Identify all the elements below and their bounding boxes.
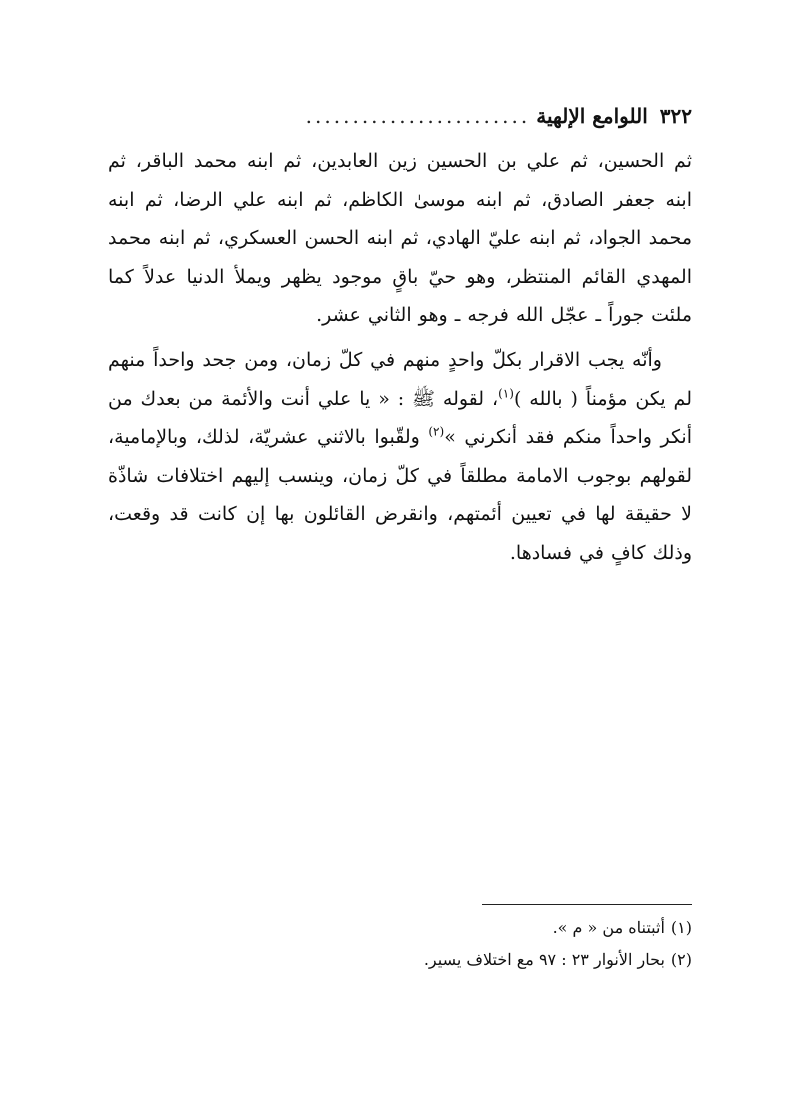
footnote-ref-2: (٢) (428, 424, 445, 439)
running-title: اللوامع الإلهية (536, 104, 648, 128)
paragraph-2-text-a: وأنّه يجب الاقرار بكلّ واحدٍ منهم في كلّ زمان، ومن جحد واحداً منهم لم يكن مؤمناً ( بالله ) (108, 348, 692, 410)
page-number: ٣٢٢ (659, 104, 692, 128)
footnotes (108, 912, 692, 976)
page-header (108, 98, 692, 134)
header-leader-dots: ........................ (305, 104, 531, 128)
paragraph-2 (108, 341, 692, 573)
paragraph-2-text-b: ، لقوله ﷺ : « يا علي أنت والأئمة من بعدك من أنكر واحداً منكم فقد أنكرني » (108, 387, 693, 449)
footnote-2 (108, 944, 692, 976)
paragraph-2-text-c: ولقّبوا بالاثني عشريّة، لذلك، وبالإمامية، لقولهم بوجوب الامامة مطلقاً في كلّ زمان، وينسب إليهم اختلافات شاذّة لا حقيقة لها في تعيين أئمتهم، وانقرض القائلون بها إن كانت قد وقعت، وذلك كافٍ في فسادها. (108, 426, 692, 564)
footnote-text: بحار الأنوار ٢٣ : ٩٧ مع اختلاف يسير. (423, 950, 665, 969)
footnote-ref-1: (١) (498, 386, 514, 401)
footnote-1 (108, 912, 692, 944)
footnote-number: (٢) (670, 950, 692, 969)
main-text (108, 142, 692, 573)
footnote-text: أثبتناه من « م ». (552, 918, 665, 937)
footnote-separator (482, 904, 692, 905)
footnote-number: (١) (670, 918, 692, 937)
paragraph-1: ثم الحسين، ثم علي بن الحسين زين العابدين، ثم ابنه محمد الباقر، ثم ابنه جعفر الصادق، ثم ابنه موسىٰ الكاظم، ثم ابنه علي الرضا، ثم ابنه محمد الجواد، ثم ابنه عليّ الهادي، ثم ابنه الحسن العسكري، ثم ابنه محمد المهدي القائم المنتظر، وهو حيّ باقٍ موجود يظهر ويملأ الدنيا عدلاً كما ملئت جوراً ـ عجّل الله فرجه ـ وهو الثاني عشر. (108, 150, 692, 327)
